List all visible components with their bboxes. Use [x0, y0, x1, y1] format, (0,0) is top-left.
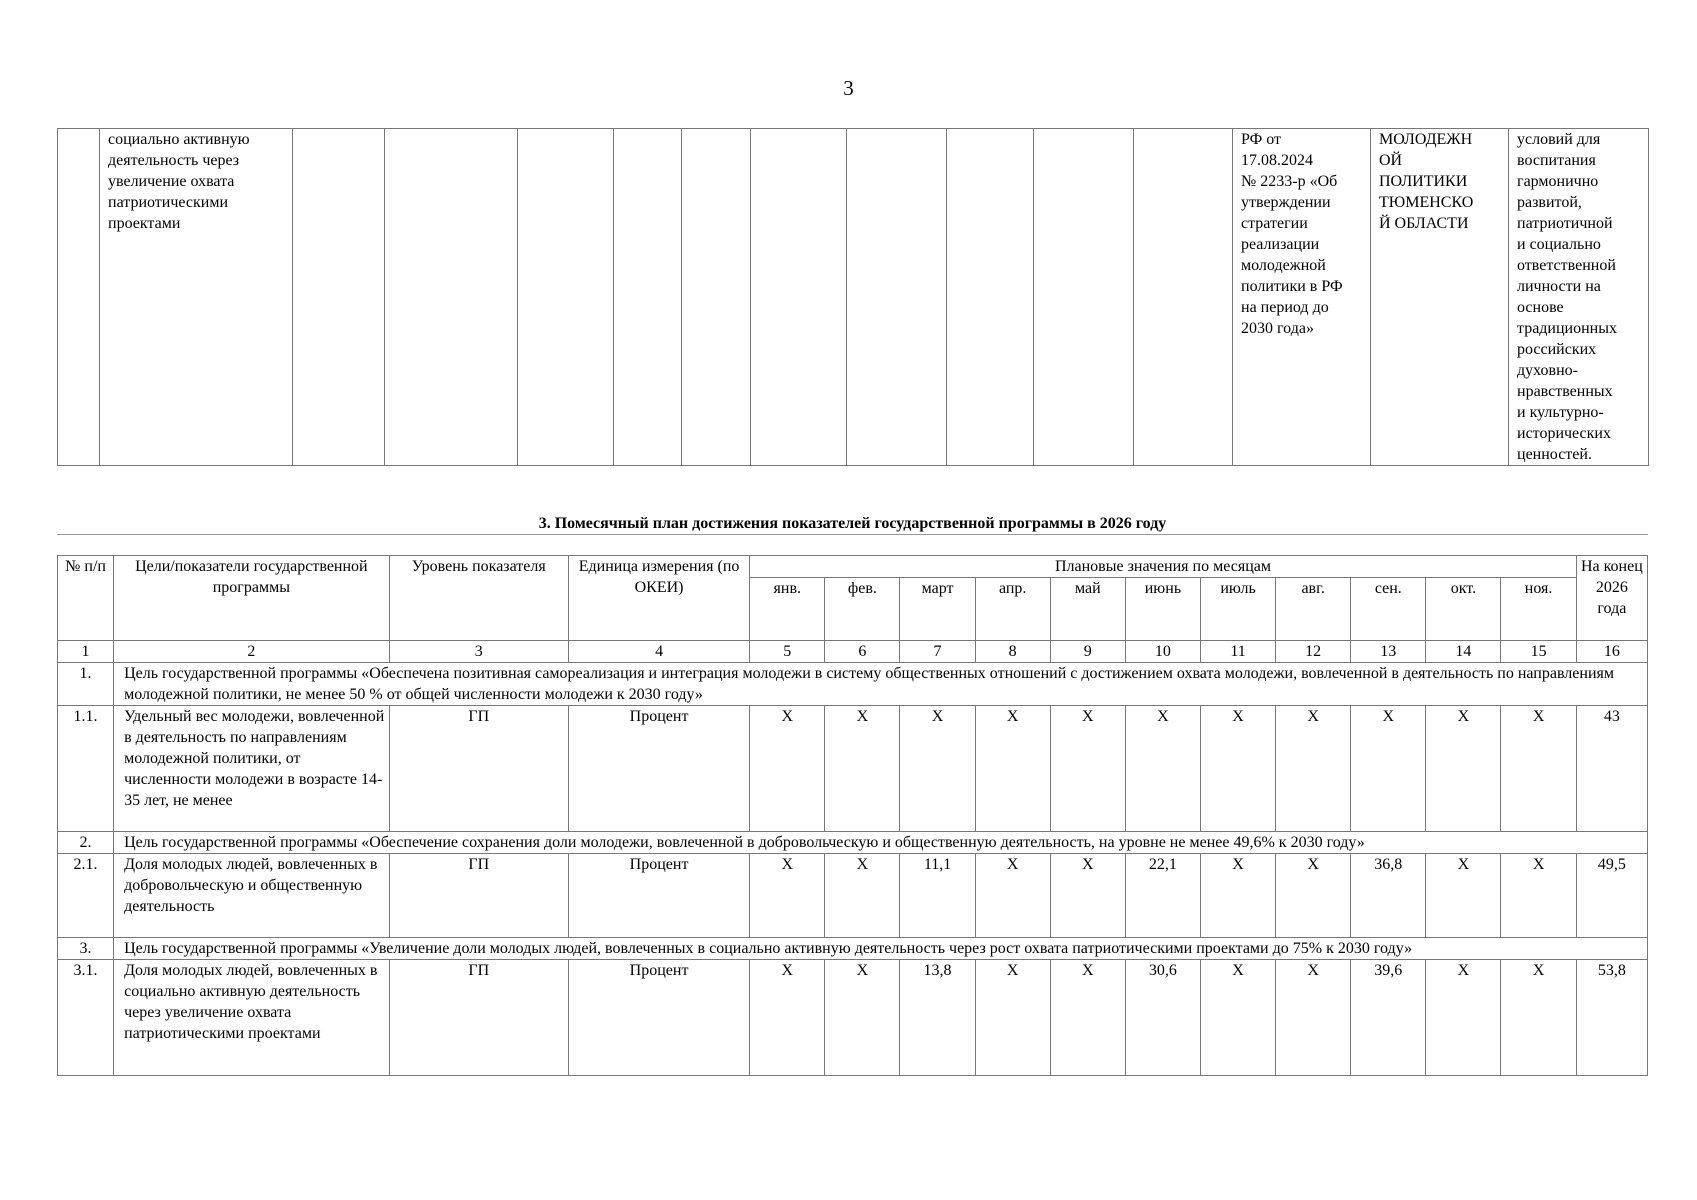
header-month: март	[900, 578, 975, 641]
continuation-document-ref: РФ от 17.08.2024 № 2233-р «Об утверждении стратегии реализации молодежной политики в РФ на период до 2030 года»	[1233, 129, 1371, 466]
indicator-unit: Процент	[568, 706, 749, 832]
month-value: X	[750, 960, 825, 1076]
month-value: X	[1501, 706, 1576, 832]
column-number: 9	[1050, 641, 1125, 663]
section-title: 3. Помесячный план достижения показателей государственной программы в 2026 году	[538, 515, 1167, 532]
header-goals: Цели/показатели государственной программы	[114, 556, 390, 641]
continuation-cell	[385, 129, 518, 466]
column-number: 6	[825, 641, 900, 663]
continuation-cell	[58, 129, 100, 466]
continuation-cell	[847, 129, 947, 466]
header-monthly: Плановые значения по месяцам	[750, 556, 1576, 578]
month-value: X	[975, 706, 1050, 832]
continuation-cell	[751, 129, 847, 466]
continuation-indicator-name: социально активную деятельность через увеличение охвата патриотическими проектами	[100, 129, 293, 466]
header-month: янв.	[750, 578, 825, 641]
goal-text: Цель государственной программы «Обеспечение сохранения доли молодежи, вовлеченной в добровольческую и общественную деятельность, на уровне не менее 49,6% к 2030 году»	[114, 832, 1648, 854]
indicator-level: ГП	[389, 854, 568, 938]
month-value: X	[1426, 960, 1501, 1076]
month-value: 13,8	[900, 960, 975, 1076]
month-value: X	[750, 706, 825, 832]
indicator-row	[58, 854, 1648, 938]
continuation-cell	[947, 129, 1034, 466]
month-value: 11,1	[900, 854, 975, 938]
year-end-value: 43	[1576, 706, 1647, 832]
month-value: X	[1276, 706, 1351, 832]
goal-text: Цель государственной программы «Увеличение доли молодых людей, вовлеченных в социально активную деятельность через рост охвата патриотическими проектами до 75% к 2030 году»	[114, 938, 1648, 960]
month-value: X	[1276, 960, 1351, 1076]
column-number: 8	[975, 641, 1050, 663]
indicator-number: 1.1.	[58, 706, 114, 832]
month-value: X	[750, 854, 825, 938]
indicator-number: 3.1.	[58, 960, 114, 1076]
header-month: окт.	[1426, 578, 1501, 641]
continuation-organization: МОЛОДЕЖН ОЙ ПОЛИТИКИ ТЮМЕНСКО Й ОБЛАСТИ	[1371, 129, 1509, 466]
indicator-level: ГП	[389, 960, 568, 1076]
indicator-unit: Процент	[568, 960, 749, 1076]
year-end-value: 53,8	[1576, 960, 1647, 1076]
column-number: 16	[1576, 641, 1647, 663]
indicator-row	[58, 960, 1648, 1076]
month-value: 39,6	[1351, 960, 1426, 1076]
column-number: 12	[1276, 641, 1351, 663]
goal-number: 3.	[58, 938, 114, 960]
month-value: X	[1200, 854, 1275, 938]
month-value: X	[1125, 706, 1200, 832]
header-month: июнь	[1125, 578, 1200, 641]
month-value: 36,8	[1351, 854, 1426, 938]
month-value: X	[900, 706, 975, 832]
month-value: X	[825, 960, 900, 1076]
column-number: 3	[389, 641, 568, 663]
indicator-level: ГП	[389, 706, 568, 832]
month-value: X	[1501, 854, 1576, 938]
indicator-name: Доля молодых людей, вовлеченных в социально активную деятельность через увеличение охвата патриотическими проектами	[114, 960, 390, 1076]
header-month: ноя.	[1501, 578, 1576, 641]
column-number: 1	[58, 641, 114, 663]
header-unit: Единица измерения (по ОКЕИ)	[568, 556, 749, 641]
indicator-number: 2.1.	[58, 854, 114, 938]
page-number: 3	[843, 76, 854, 100]
continuation-table	[57, 128, 1649, 466]
month-value: X	[1276, 854, 1351, 938]
month-value: X	[825, 706, 900, 832]
indicator-name: Доля молодых людей, вовлеченных в добровольческую и общественную деятельность	[114, 854, 390, 938]
goal-row	[58, 832, 1648, 854]
month-value: X	[1426, 854, 1501, 938]
header-level: Уровень показателя	[389, 556, 568, 641]
column-number: 13	[1351, 641, 1426, 663]
column-number: 15	[1501, 641, 1576, 663]
goal-text: Цель государственной программы «Обеспечена позитивная самореализация и интеграция молодежи в систему общественных отношений с достижением охвата молодежи, вовлеченной в деятельность по направлениям молодежной политики, не менее 50 % от общей численности молодежи к 2030 году»	[114, 663, 1648, 706]
month-value: X	[1050, 960, 1125, 1076]
column-number: 5	[750, 641, 825, 663]
month-value: X	[1050, 854, 1125, 938]
indicator-name: Удельный вес молодежи, вовлеченной в деятельность по направлениям молодежной политики, от численности молодежи в возрасте 14-35 лет, не менее	[114, 706, 390, 832]
indicator-row	[58, 706, 1648, 832]
year-end-value: 49,5	[1576, 854, 1647, 938]
month-value: 22,1	[1125, 854, 1200, 938]
month-value: X	[1200, 960, 1275, 1076]
header-month: апр.	[975, 578, 1050, 641]
header-year-end: На конец 2026 года	[1576, 556, 1647, 641]
monthly-plan-table	[57, 555, 1648, 1076]
continuation-national-goal: условий для воспитания гармонично развитой, патриотичной и социально ответственной личности на основе традиционных российских духовно- нравственных и культурно- исторических ценностей.	[1509, 129, 1649, 466]
continuation-cell	[1034, 129, 1134, 466]
header-month: фев.	[825, 578, 900, 641]
column-number: 11	[1200, 641, 1275, 663]
goal-number: 1.	[58, 663, 114, 706]
column-number: 4	[568, 641, 749, 663]
column-number: 14	[1426, 641, 1501, 663]
column-number: 2	[114, 641, 390, 663]
month-value: X	[975, 960, 1050, 1076]
month-value: X	[1050, 706, 1125, 832]
month-value: X	[975, 854, 1050, 938]
header-month: июль	[1200, 578, 1275, 641]
header-month: май	[1050, 578, 1125, 641]
continuation-cell	[293, 129, 385, 466]
header-month: авг.	[1276, 578, 1351, 641]
section-divider	[57, 534, 1648, 535]
continuation-cell	[518, 129, 614, 466]
month-value: X	[1426, 706, 1501, 832]
continuation-cell	[614, 129, 682, 466]
continuation-cell	[682, 129, 751, 466]
header-month: сен.	[1351, 578, 1426, 641]
month-value: X	[1351, 706, 1426, 832]
column-number: 7	[900, 641, 975, 663]
goal-row	[58, 663, 1648, 706]
month-value: X	[1501, 960, 1576, 1076]
continuation-cell	[1134, 129, 1233, 466]
goal-row	[58, 938, 1648, 960]
month-value: X	[825, 854, 900, 938]
goal-number: 2.	[58, 832, 114, 854]
month-value: 30,6	[1125, 960, 1200, 1076]
column-number: 10	[1125, 641, 1200, 663]
indicator-unit: Процент	[568, 854, 749, 938]
month-value: X	[1200, 706, 1275, 832]
header-num: № п/п	[58, 556, 114, 641]
